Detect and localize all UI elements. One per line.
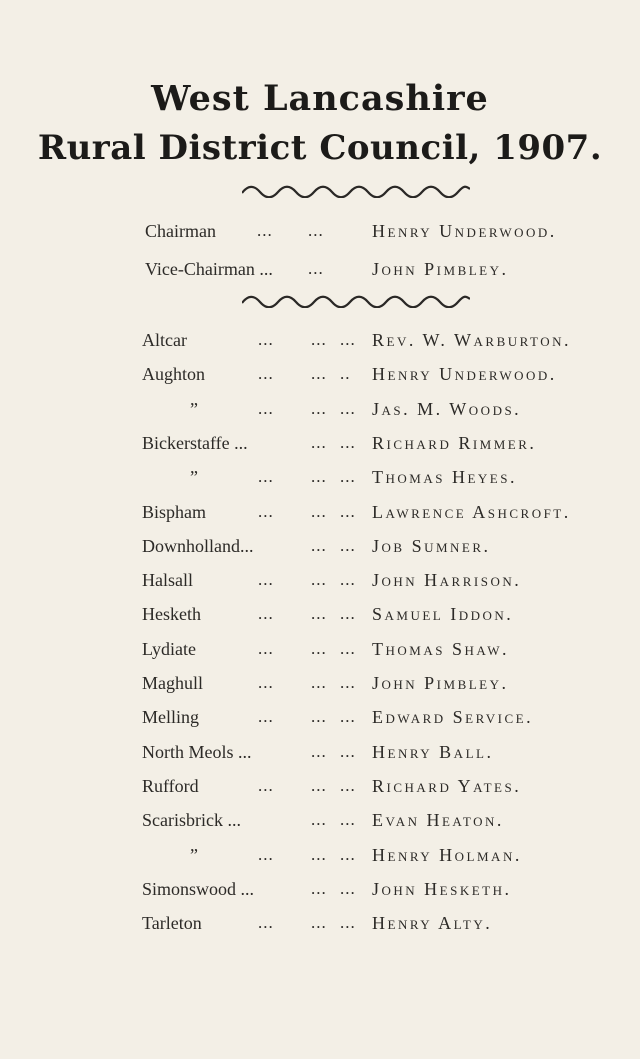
member-row (0, 639, 640, 665)
councillor-name: Job Sumner. (372, 535, 491, 556)
wavy-rule-ornament (242, 294, 470, 308)
officer-role: Vice-Chairman ... (145, 259, 273, 279)
member-row (0, 433, 640, 459)
councillor-name: Thomas Heyes. (372, 467, 517, 488)
leader-dots: ... (311, 364, 327, 384)
councillor-name: Henry Underwood. (372, 364, 557, 385)
leader-dots: ... (308, 259, 324, 278)
leader-dots: ... (340, 913, 356, 933)
leader-dots: ... (258, 570, 274, 590)
councillor-name: Rev. W. Warburton. (372, 330, 572, 350)
leader-dots: ... (340, 501, 356, 521)
member-row (0, 913, 640, 939)
leader-dots: ... (258, 913, 274, 933)
parish-name: North Meols ... (142, 741, 252, 762)
member-row (0, 604, 640, 630)
leader-dots: ... (311, 707, 327, 727)
councillor-name: Evan Heaton. (372, 810, 504, 831)
leader-dots: ... (311, 570, 327, 590)
parish-name: ” (190, 398, 198, 419)
leader-dots: ... (311, 878, 327, 898)
leader-dots: ... (311, 913, 327, 933)
wavy-rule-ornament (242, 184, 470, 198)
member-row (0, 467, 640, 493)
councillor-name: Thomas Shaw. (372, 638, 509, 659)
leader-dots: ... (311, 638, 327, 658)
document-title: West Lancashire (151, 78, 489, 119)
councillor-name: Samuel Iddon. (372, 604, 514, 625)
councillor-name: John Hesketh. (372, 878, 512, 899)
parish-name: Bispham (142, 501, 207, 522)
councillor-name: Edward Service. (372, 707, 534, 728)
officer-name: Henry Underwood. (372, 221, 557, 241)
leader-dots: ... (340, 878, 356, 898)
member-row (0, 502, 640, 528)
member-row (0, 330, 640, 356)
leader-dots: ... (311, 673, 327, 692)
parish-name: Hesketh (142, 604, 201, 625)
parish-name: Altcar (142, 330, 187, 350)
leader-dots: ... (258, 398, 274, 418)
member-row (0, 673, 640, 699)
leader-dots: ... (258, 364, 274, 384)
councillor-name: Richard Yates. (372, 775, 522, 796)
leader-dots: ... (257, 221, 273, 240)
councillor-name: Richard Rimmer. (372, 432, 537, 453)
leader-dots: ... (340, 844, 356, 864)
officer-row-vice-chairman (0, 259, 640, 285)
parish-name: Scarisbrick ... (142, 810, 241, 831)
leader-dots: ... (311, 741, 327, 761)
leader-dots: ... (311, 501, 327, 521)
member-row (0, 845, 640, 871)
leader-dots: ... (308, 221, 324, 240)
leader-dots: ... (311, 844, 327, 864)
leader-dots: ... (258, 638, 274, 658)
leader-dots: ... (258, 501, 274, 521)
leader-dots: ... (311, 398, 327, 418)
officer-name: John Pimbley. (372, 259, 509, 279)
parish-name: Tarleton (142, 913, 202, 934)
councillor-name: Henry Alty. (372, 913, 493, 934)
councillor-name: John Pimbley. (372, 673, 509, 693)
leader-dots: ... (340, 535, 356, 555)
member-row (0, 707, 640, 733)
parish-name: Halsall (142, 570, 193, 591)
officer-row-chairman (0, 221, 640, 247)
parish-name: Downholland... (142, 535, 254, 556)
leader-dots: ... (340, 673, 356, 692)
leader-dots: ... (311, 535, 327, 555)
officer-role: Chairman (145, 221, 216, 241)
leader-dots: ... (258, 467, 274, 487)
member-row (0, 364, 640, 390)
parish-name: Maghull (142, 673, 203, 693)
councillor-name: Henry Holman. (372, 844, 522, 865)
parish-name: ” (190, 844, 198, 865)
leader-dots: ... (340, 467, 356, 487)
member-row (0, 536, 640, 562)
leader-dots: ... (340, 398, 356, 418)
member-row (0, 399, 640, 425)
leader-dots: ... (258, 330, 274, 349)
document-subtitle: Rural District Council, 1907. (37, 128, 603, 168)
leader-dots: ... (258, 673, 274, 692)
leader-dots: ... (311, 604, 327, 624)
parish-name: Lydiate (142, 638, 196, 659)
parish-name: Melling (142, 707, 199, 728)
leader-dots: ... (258, 604, 274, 624)
councillor-name: Henry Ball. (372, 741, 494, 762)
member-row (0, 742, 640, 768)
parish-name: ” (190, 467, 198, 488)
leader-dots: ... (258, 844, 274, 864)
councillor-name: Jas. M. Woods. (372, 398, 522, 419)
member-row (0, 810, 640, 836)
leader-dots: ... (340, 810, 356, 830)
parish-name: Simonswood ... (142, 878, 255, 899)
leader-dots: ... (311, 775, 327, 795)
leader-dots: ... (340, 775, 356, 795)
leader-dots: ... (311, 810, 327, 830)
leader-dots: ... (311, 467, 327, 487)
leader-dots: ... (311, 330, 327, 349)
leader-dots: ... (340, 707, 356, 727)
member-row (0, 879, 640, 905)
parish-name: Rufford (142, 775, 199, 796)
councillor-name: John Harrison. (372, 570, 522, 591)
parish-name: Aughton (142, 364, 205, 385)
leader-dots: ... (340, 604, 356, 624)
councillor-name: Lawrence Ashcroft. (372, 501, 571, 522)
leader-dots: .. (340, 364, 351, 384)
leader-dots: ... (340, 570, 356, 590)
leader-dots: ... (340, 330, 356, 349)
member-row (0, 570, 640, 596)
leader-dots: ... (340, 741, 356, 761)
leader-dots: ... (258, 707, 274, 727)
parish-name: Bickerstaffe ... (142, 432, 248, 453)
leader-dots: ... (258, 775, 274, 795)
leader-dots: ... (340, 432, 356, 452)
leader-dots: ... (340, 638, 356, 658)
leader-dots: ... (311, 432, 327, 452)
member-row (0, 776, 640, 802)
